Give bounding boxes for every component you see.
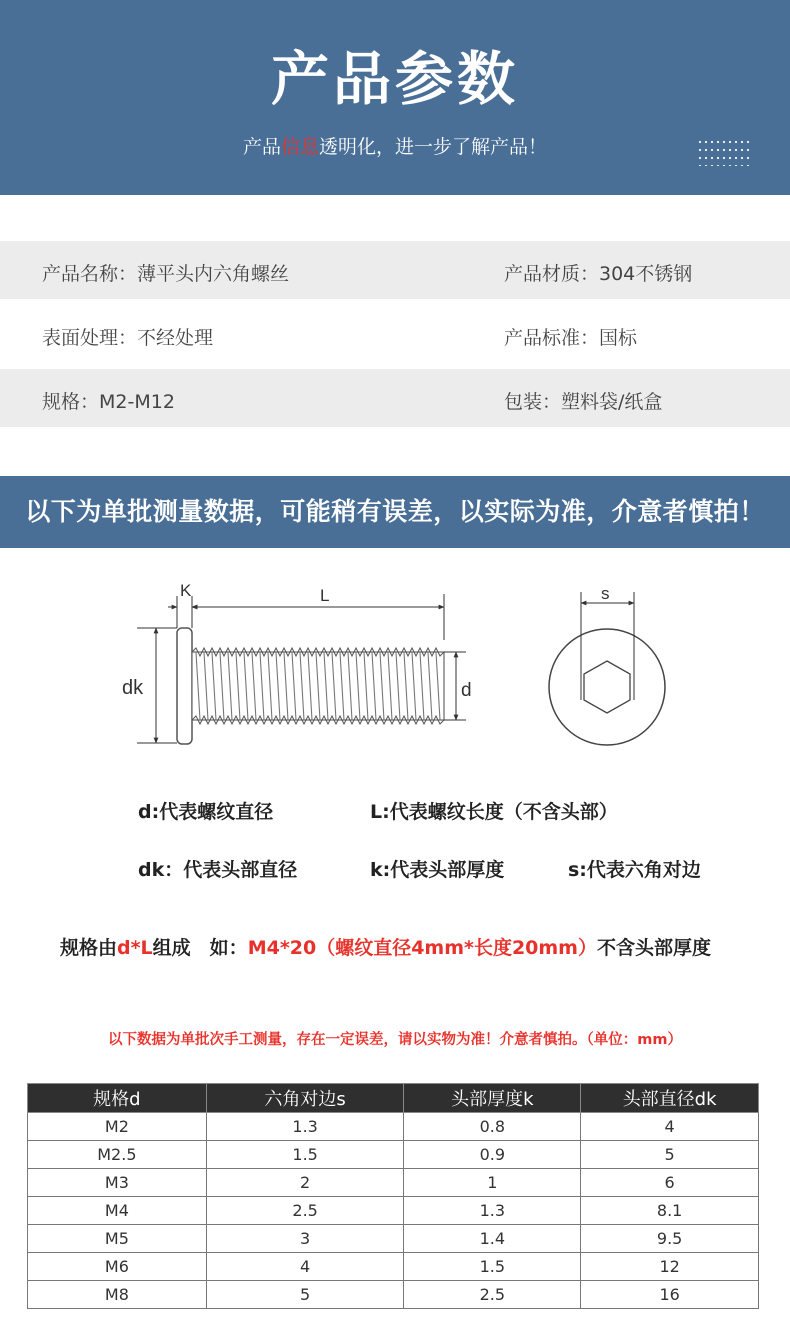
- table-cell: 8.1: [581, 1197, 759, 1225]
- label-k: K: [180, 581, 192, 600]
- table-cell: 1.3: [206, 1113, 404, 1141]
- table-cell: 0.8: [404, 1113, 581, 1141]
- measurement-note: 以下数据为单批次手工测量，存在一定误差，请以实物为准！介意者慎拍。（单位：mm）: [108, 1032, 682, 1048]
- table-row: [28, 1225, 759, 1253]
- header-banner: [0, 0, 790, 195]
- info-spec: 规格：M2-M12: [42, 391, 175, 413]
- table-row: [28, 1253, 759, 1281]
- dots-decoration-icon: [697, 138, 753, 166]
- table-cell: 4: [206, 1253, 404, 1281]
- info-packaging: 包装：塑料袋/纸盒: [504, 391, 663, 413]
- info-row: [0, 305, 790, 363]
- table-cell: M8: [28, 1281, 207, 1309]
- legend-l: L:代表螺纹长度（不含头部）: [370, 801, 618, 823]
- table-cell: M2.5: [28, 1141, 207, 1169]
- header-cell: 头部厚度k: [404, 1084, 581, 1113]
- table-cell: 5: [206, 1281, 404, 1309]
- example-part3: 组成 如：: [152, 937, 248, 959]
- screw-thread-shape: [192, 648, 444, 724]
- info-surface: 表面处理：不经处理: [42, 327, 214, 349]
- label-d: d: [461, 680, 472, 701]
- table-cell: 1.5: [404, 1253, 581, 1281]
- table-header-row: [28, 1084, 759, 1113]
- l-dimension-line: [192, 594, 444, 640]
- table-cell: 2: [206, 1169, 404, 1197]
- header-cell: 六角对边s: [206, 1084, 404, 1113]
- label-l: L: [320, 586, 330, 605]
- example-part1: 规格由: [60, 937, 118, 959]
- subtitle-pre: 产品: [242, 136, 281, 158]
- warning-banner: 以下为单批测量数据，可能稍有误差，以实际为准，介意者慎拍！: [0, 476, 790, 548]
- table-cell: 5: [581, 1141, 759, 1169]
- k-dimension-line: [168, 596, 201, 628]
- table-row: [28, 1281, 759, 1309]
- legend-dk: dk：代表头部直径: [138, 859, 298, 881]
- subtitle-post: 透明化，进一步了解产品！: [319, 136, 548, 158]
- table-cell: 1.4: [404, 1225, 581, 1253]
- table-cell: 2.5: [206, 1197, 404, 1225]
- table-row: [28, 1113, 759, 1141]
- legend-k: k:代表头部厚度: [370, 859, 505, 881]
- label-dk: dk: [122, 677, 144, 699]
- table-cell: M5: [28, 1225, 207, 1253]
- table-cell: 9.5: [581, 1225, 759, 1253]
- table-cell: 0.9: [404, 1141, 581, 1169]
- label-s: s: [601, 584, 610, 603]
- table-cell: 1.5: [206, 1141, 404, 1169]
- table-row: [28, 1169, 759, 1197]
- info-product-name: 产品名称：薄平头内六角螺丝: [42, 263, 290, 285]
- header-cell: 规格d: [28, 1084, 207, 1113]
- page-title: 产品参数: [270, 45, 519, 113]
- spec-example: [60, 933, 711, 960]
- table-cell: 1: [404, 1169, 581, 1197]
- spec-table: [27, 1083, 759, 1309]
- table-cell: 12: [581, 1253, 759, 1281]
- table-cell: M3: [28, 1169, 207, 1197]
- example-part5: 不含头部厚度: [596, 937, 711, 959]
- table-cell: M4: [28, 1197, 207, 1225]
- table-cell: 4: [581, 1113, 759, 1141]
- table-cell: 1.3: [404, 1197, 581, 1225]
- table-cell: M6: [28, 1253, 207, 1281]
- example-part4: M4*20（螺纹直径4mm*长度20mm）: [247, 937, 597, 959]
- table-cell: 2.5: [404, 1281, 581, 1309]
- table-cell: 6: [581, 1169, 759, 1197]
- table-cell: M2: [28, 1113, 207, 1141]
- info-material: 产品材质：304不锈钢: [504, 263, 693, 285]
- info-row: [0, 369, 790, 427]
- screw-dimension-diagram: [0, 570, 790, 770]
- screw-head-shape: [177, 628, 192, 744]
- example-part2: d*L: [117, 937, 153, 959]
- page-subtitle: [0, 132, 790, 159]
- table-cell: 16: [581, 1281, 759, 1309]
- info-standard: 产品标准：国标: [504, 327, 638, 349]
- subtitle-highlight: 信息: [280, 136, 319, 158]
- legend-s: s:代表六角对边: [568, 859, 701, 881]
- legend-d: d:代表螺纹直径: [138, 801, 274, 823]
- table-row: [28, 1141, 759, 1169]
- info-row: [0, 241, 790, 299]
- table-row: [28, 1197, 759, 1225]
- header-cell: 头部直径dk: [581, 1084, 759, 1113]
- table-cell: 3: [206, 1225, 404, 1253]
